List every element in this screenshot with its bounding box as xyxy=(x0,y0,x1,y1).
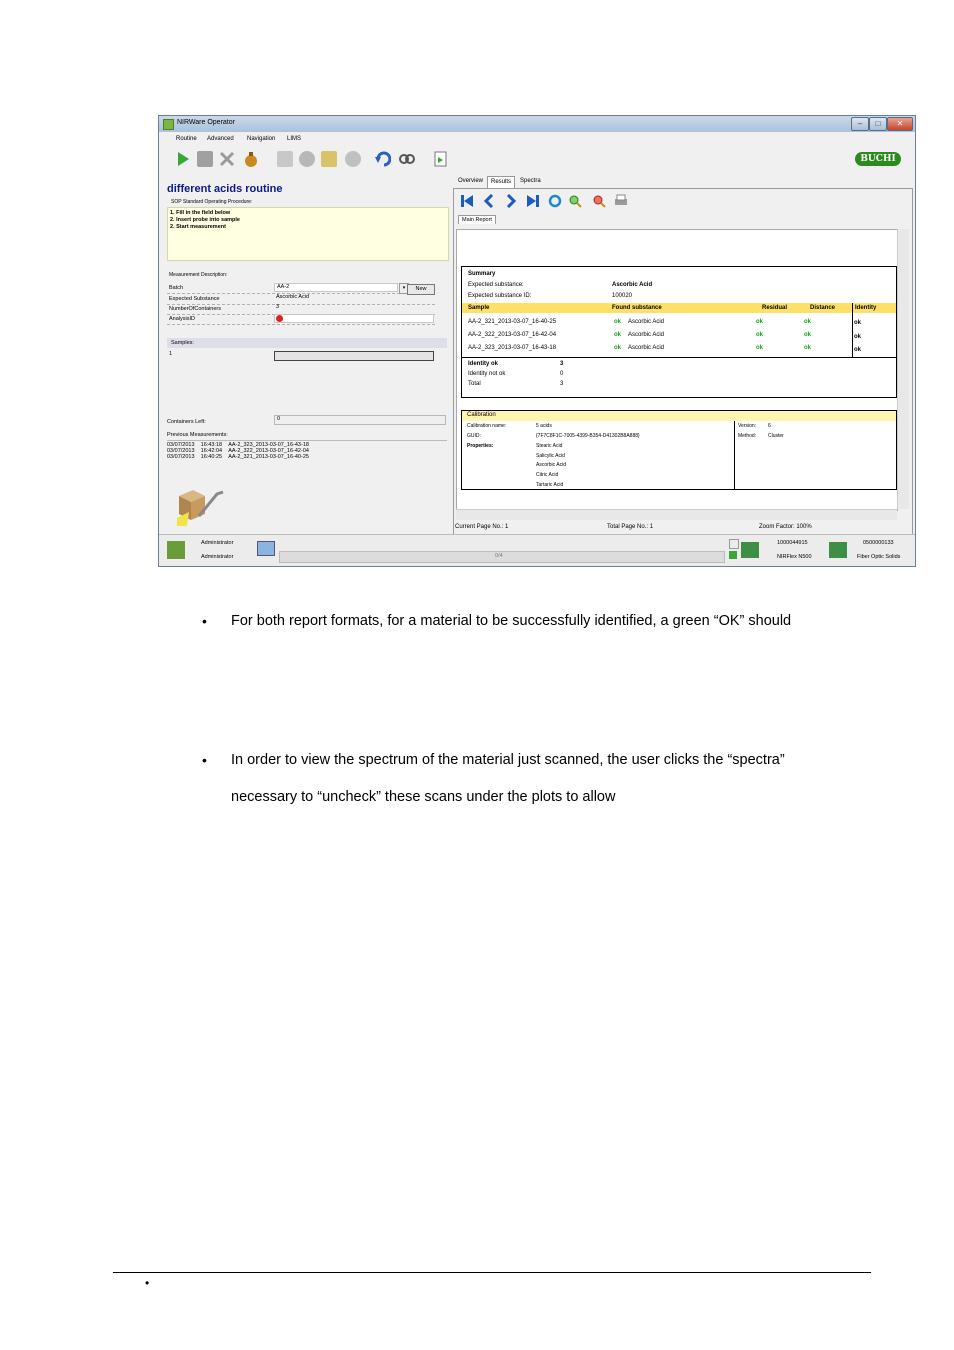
sample-index: 1 xyxy=(169,351,173,357)
report-view xyxy=(456,229,898,511)
summary-section xyxy=(461,266,897,398)
stop-icon[interactable] xyxy=(197,151,213,167)
last-page-icon[interactable] xyxy=(526,194,540,208)
footer-rule xyxy=(113,1272,871,1273)
results-pane xyxy=(453,188,913,535)
accessory-name: Fiber Optic Solids xyxy=(857,554,901,560)
expected-id-value: 100020 xyxy=(612,293,633,299)
samples-label: Samples: xyxy=(171,340,194,346)
accessory-serial: 0500000133 xyxy=(863,540,894,546)
menu-routine[interactable]: Routine xyxy=(176,136,197,142)
sop-line: 1. Fill in the field below xyxy=(170,210,231,216)
left-pane xyxy=(165,176,449,536)
probe-status-icon xyxy=(729,539,739,549)
print-icon[interactable] xyxy=(614,194,628,208)
routine-title: different acids routine xyxy=(167,183,283,195)
accessory-icon xyxy=(829,542,847,558)
summary-table-header xyxy=(462,303,896,313)
menu-advanced[interactable]: Advanced xyxy=(207,136,234,142)
close-icon[interactable]: ✕ xyxy=(887,117,913,131)
vertical-scrollbar[interactable] xyxy=(897,229,909,509)
guid-label: GUID: xyxy=(467,433,481,439)
identity-cell: ok xyxy=(854,320,862,326)
property-item: Ascorbic Acid xyxy=(536,462,567,468)
bullet-marker: • xyxy=(202,752,207,768)
calibration-name-value: 5 acids xyxy=(536,423,552,429)
column-header: Residual xyxy=(762,305,788,311)
version-label: Version: xyxy=(738,423,757,429)
property-item: Salicylic Acid xyxy=(536,453,565,459)
tab-strip xyxy=(453,176,913,188)
property-item: Citric Acid xyxy=(536,472,559,478)
identity-ok-label: Identity ok xyxy=(468,361,499,367)
column-header: Found substance xyxy=(612,305,662,311)
nir-logo-icon xyxy=(167,541,185,559)
toolbar xyxy=(159,146,915,172)
page-status-bar xyxy=(453,522,913,532)
field-row-batch xyxy=(167,283,435,294)
identity-ok-value: 3 xyxy=(560,361,564,367)
sample-bag-icon[interactable] xyxy=(243,151,259,167)
bullet-marker: • xyxy=(202,613,207,629)
minimize-icon[interactable]: – xyxy=(851,117,869,131)
calibration-title: Calibration xyxy=(467,412,496,418)
containers-field[interactable]: 3 xyxy=(276,304,280,310)
table-row[interactable]: AA-2_322_2013-03-07_16-42-04 ok Ascorbic Acid ok ok xyxy=(468,332,812,338)
footer-bullet: • xyxy=(145,1276,150,1290)
sop-line: 2. Insert probe into sample xyxy=(170,217,240,223)
field-label: Expected Substance xyxy=(169,296,220,302)
analysis-id-field[interactable] xyxy=(274,314,434,323)
title-bar xyxy=(159,116,915,132)
menu-bar xyxy=(159,133,915,145)
previous-row[interactable]: 03/07/2013 16:40:25 AA-2_321_2013-03-07_16-40-25 xyxy=(167,454,309,460)
status-bar xyxy=(159,534,915,567)
identity-not-ok-label: Identity not ok xyxy=(468,371,506,377)
property-item: Tartaric Acid xyxy=(536,482,564,488)
field-label: Batch xyxy=(169,285,184,291)
link-icon[interactable] xyxy=(399,151,415,167)
method-label: Method: xyxy=(738,433,757,439)
field-label: NumberOfContainers xyxy=(169,306,221,312)
report-icon[interactable] xyxy=(277,151,293,167)
identity-not-ok-value: 0 xyxy=(560,371,564,377)
play-icon[interactable] xyxy=(175,151,191,167)
sop-line: 2. Start measurement xyxy=(170,224,226,230)
device-serial: 1000044915 xyxy=(777,540,808,546)
dropdown-icon[interactable]: ▾ xyxy=(399,283,409,294)
probe-icon[interactable] xyxy=(345,151,361,167)
current-page: Current Page No.: 1 xyxy=(455,524,509,530)
expected-substance-value: Ascorbic Acid xyxy=(612,282,653,288)
batch-field[interactable]: AA-2 xyxy=(274,283,398,292)
samples-header xyxy=(167,338,447,348)
table-row[interactable]: AA-2_321_2013-03-07_16-40-25 ok Ascorbic Acid ok ok xyxy=(468,319,812,325)
app-icon xyxy=(163,119,174,130)
document-arrow-icon[interactable] xyxy=(433,151,449,167)
containers-left-field: 0 xyxy=(274,415,446,425)
summary-title: Summary xyxy=(468,271,496,277)
cancel-icon[interactable] xyxy=(219,151,235,167)
calibration-section xyxy=(461,410,897,490)
total-page: Total Page No.: 1 xyxy=(607,524,654,530)
previous-measurements-label: Previous Measurements: xyxy=(167,432,228,438)
tab-spectra[interactable]: Spectra xyxy=(520,178,541,184)
expected-id-label: Expected substance ID: xyxy=(468,293,532,299)
tab-main-report[interactable]: Main Report xyxy=(458,215,496,224)
sample-box-probe-icon xyxy=(173,482,225,530)
field-label: AnalysisID xyxy=(169,316,195,322)
settings-icon[interactable] xyxy=(299,151,315,167)
user-name: Administrator xyxy=(201,540,234,546)
method-value: Cluster xyxy=(768,433,784,439)
horizontal-scrollbar[interactable] xyxy=(456,509,897,520)
column-header: Distance xyxy=(810,305,836,311)
tab-overview[interactable]: Overview xyxy=(458,178,484,184)
property-item: Stearic Acid xyxy=(536,443,563,449)
properties-label: Properties: xyxy=(467,443,494,449)
identity-cell: ok xyxy=(854,347,862,353)
measurement-description-label: Measurement Description: xyxy=(169,272,228,278)
zoom-out-icon[interactable] xyxy=(592,194,606,208)
total-label: Total xyxy=(468,381,481,387)
field-row-analysis-id xyxy=(167,314,435,325)
sample-progress xyxy=(274,351,434,361)
window-title: NIRWare Operator xyxy=(177,119,235,126)
zoom-factor: Zoom Factor: 100% xyxy=(759,524,812,530)
progress-label: 0/4 xyxy=(495,553,503,559)
table-row[interactable]: AA-2_323_2013-03-07_16-43-18 ok Ascorbic Acid ok ok xyxy=(468,345,812,351)
undo-icon[interactable] xyxy=(375,151,391,167)
previous-row[interactable]: 03/07/2013 16:43:18 AA-2_323_2013-03-07_16-43-18 xyxy=(167,442,309,448)
previous-page-icon[interactable] xyxy=(482,194,496,208)
sop-label: SOP Standard Operating Procedure: xyxy=(171,199,253,205)
expected-substance-field[interactable]: Ascorbic Acid xyxy=(276,294,310,300)
calibration-header xyxy=(462,411,896,421)
column-header: Sample xyxy=(468,305,490,311)
paragraph-bullet-2-line-2: necessary to “uncheck” these scans under the plots to allow xyxy=(231,789,616,805)
next-page-icon[interactable] xyxy=(504,194,518,208)
refresh-icon[interactable] xyxy=(548,194,562,208)
error-icon xyxy=(276,315,283,322)
device-icon xyxy=(741,542,759,558)
guid-value: {7F7C8F1C-7005-4399-B354-D41302B8A888} xyxy=(536,433,640,439)
sop-box xyxy=(167,207,449,261)
new-button[interactable]: New xyxy=(407,284,435,295)
maximize-icon[interactable]: □ xyxy=(869,117,887,131)
previous-row[interactable]: 03/07/2013 16:42:04 AA-2_322_2013-03-07_16-42-04 xyxy=(167,448,309,454)
first-page-icon[interactable] xyxy=(460,194,474,208)
user-name: Administrator xyxy=(201,554,234,560)
expected-substance-label: Expected substance: xyxy=(468,282,524,288)
device-name: NIRFlex N500 xyxy=(777,554,812,560)
zoom-in-icon[interactable] xyxy=(568,194,582,208)
buchi-logo: BUCHI xyxy=(855,152,901,166)
paragraph-bullet-2-line-1: In order to view the spectrum of the material just scanned, the user clicks the “spectra” xyxy=(231,752,785,768)
total-value: 3 xyxy=(560,381,564,387)
export-icon[interactable] xyxy=(321,151,337,167)
identity-cell: ok xyxy=(854,334,862,340)
column-header: Identity xyxy=(855,305,877,311)
calibration-name-label: Calibration name: xyxy=(467,423,507,429)
nirware-window xyxy=(158,115,916,567)
containers-left-label: Containers Left: xyxy=(167,419,206,425)
user-card-icon[interactable] xyxy=(257,541,275,556)
version-value: 6 xyxy=(768,423,771,429)
key-icon xyxy=(729,551,737,559)
menu-lims[interactable]: LIMS xyxy=(287,136,302,142)
menu-navigation[interactable]: Navigation xyxy=(247,136,276,142)
tab-results[interactable]: Results xyxy=(487,176,515,188)
paragraph-bullet-1: For both report formats, for a material to be successfully identified, a green “OK” should xyxy=(231,613,792,629)
